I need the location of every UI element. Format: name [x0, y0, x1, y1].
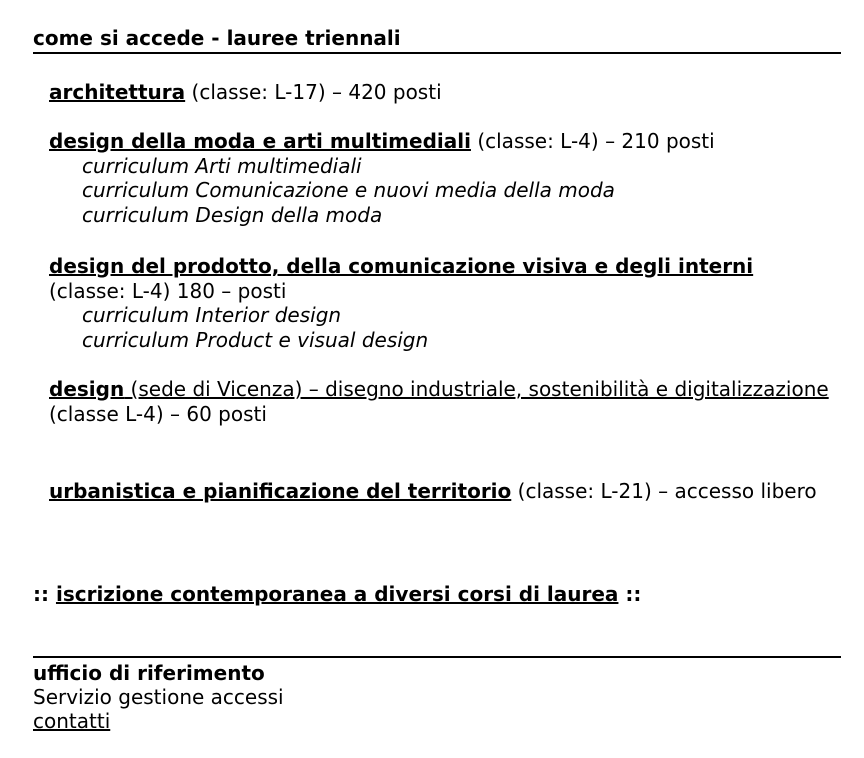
- course-detail: (classe: L-17) – 420 posti: [185, 80, 442, 104]
- enrollment-line: [33, 580, 641, 608]
- enrollment-suffix: ::: [618, 582, 642, 606]
- course-link-design-moda[interactable]: design della moda e arti multimediali: [49, 129, 471, 153]
- course-link-architettura[interactable]: architettura: [49, 80, 186, 104]
- office-name: Servizio gestione accessi: [33, 685, 284, 709]
- office-title: ufficio di riferimento: [33, 661, 265, 685]
- course-design-prodotto: [49, 254, 829, 352]
- course-detail: (classe: L-4) – 210 posti: [470, 129, 715, 153]
- enrollment-prefix: ::: [33, 582, 56, 606]
- course-design-vicenza: [49, 377, 829, 426]
- divider: [33, 656, 841, 658]
- course-link-design-vicenza[interactable]: [49, 377, 829, 401]
- office-contact: [33, 709, 110, 733]
- course-link-urbanistica[interactable]: urbanistica e pianificazione del territorio: [49, 479, 512, 503]
- course-link-design-prodotto[interactable]: design del prodotto, della comunicazione visiva e degli interni: [49, 254, 754, 278]
- contact-link[interactable]: contatti: [33, 709, 111, 733]
- curriculum-item: curriculum Interior design: [82, 303, 342, 327]
- course-design-moda: [49, 129, 829, 227]
- course-detail: (classe L-4) – 60 posti: [49, 401, 267, 426]
- curriculum-item: curriculum Product e visual design: [82, 327, 429, 352]
- enrollment-link[interactable]: iscrizione contemporanea a diversi corsi di laurea: [55, 582, 619, 606]
- curriculum-item: curriculum Comunicazione e nuovi media della moda: [82, 178, 615, 202]
- curriculum-item: curriculum Design della moda: [82, 202, 383, 227]
- course-link-rest: (sede di Vicenza) – disegno industriale, sostenibilità e digitalizzazione: [124, 377, 829, 401]
- course-detail: (classe: L-21) – accesso libero: [511, 479, 817, 503]
- course-urbanistica: [49, 476, 819, 506]
- course-architettura: [49, 80, 829, 105]
- curriculum-item: curriculum Arti multimediali: [82, 153, 362, 178]
- course-detail: (classe: L-4) 180 – posti: [49, 278, 287, 303]
- course-link-label: design: [49, 377, 125, 401]
- section-title: come si accede - lauree triennali: [33, 24, 841, 54]
